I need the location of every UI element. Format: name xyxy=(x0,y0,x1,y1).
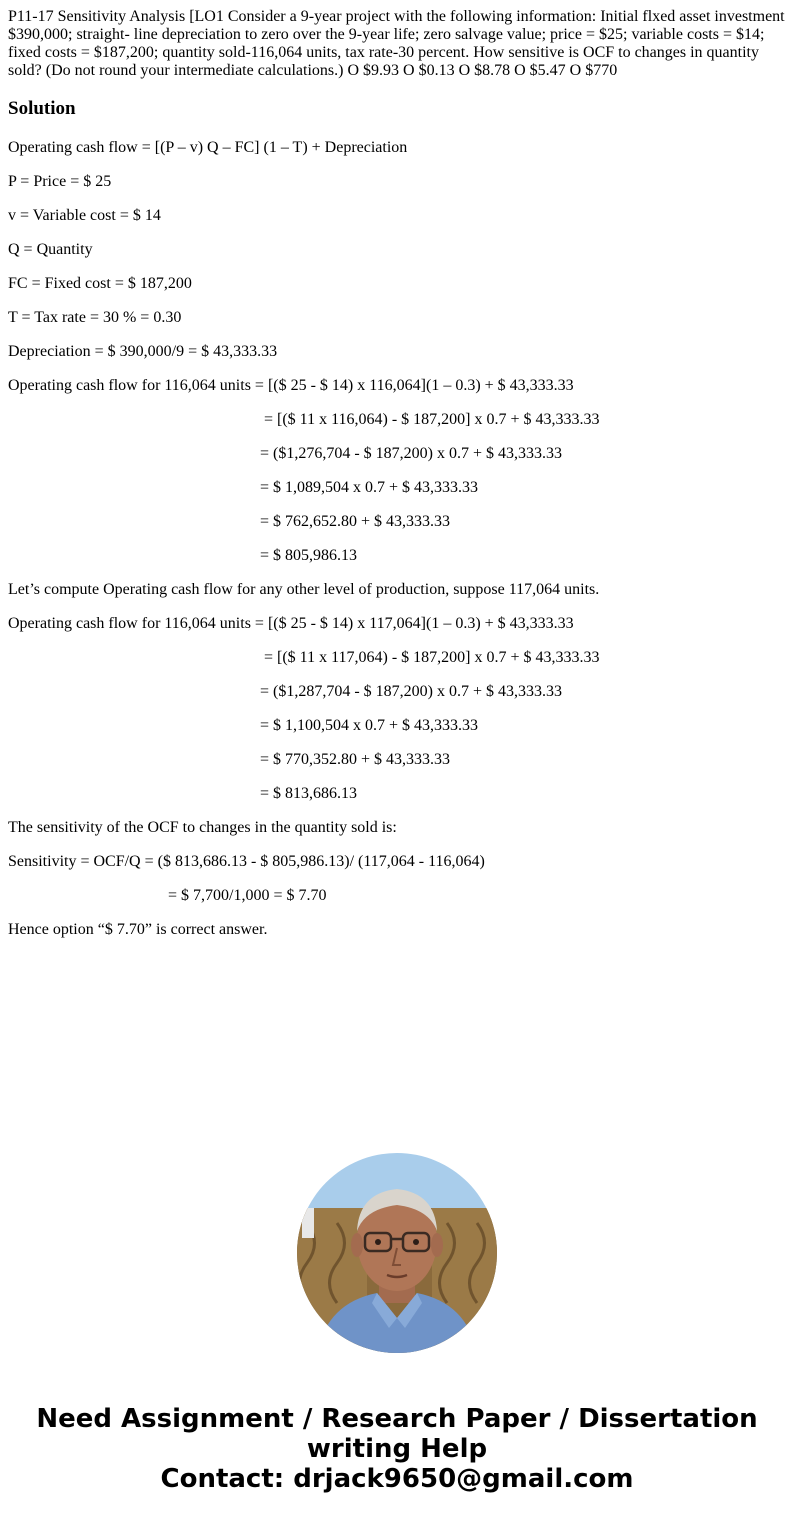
fixed-cost-definition: FC = Fixed cost = $ 187,200 xyxy=(8,275,192,292)
banner-line-1: Need Assignment / Research Paper / Dissertation xyxy=(36,1404,758,1434)
ocf-calc-1-result: = $ 805,986.13 xyxy=(260,547,358,564)
contact-banner xyxy=(0,1404,794,1494)
ocf-calc-2-line: = $ 770,352.80 + $ 43,333.33 xyxy=(260,751,451,768)
ocf-calc-2-result: = $ 813,686.13 xyxy=(260,785,358,802)
banner-line-2: writing Help xyxy=(306,1434,488,1464)
depreciation-definition: Depreciation = $ 390,000/9 = $ 43,333.33 xyxy=(8,343,278,360)
contact-email: Contact: drjack9650@gmail.com xyxy=(160,1464,634,1494)
ocf-calc-2-line: = [($ 11 x 117,064) - $ 187,200] x 0.7 + $ 43,333.33 xyxy=(264,649,600,666)
ocf-calc-2-line: = ($1,287,704 - $ 187,200) x 0.7 + $ 43,333.33 xyxy=(260,683,563,700)
tax-rate-definition: T = Tax rate = 30 % = 0.30 xyxy=(8,309,182,326)
ocf-calc-1-line: Operating cash flow for 116,064 units = [($ 25 - $ 14) x 116,064](1 – 0.3) + $ 43,333.33 xyxy=(8,377,574,394)
sensitivity-result: = $ 7,700/1,000 = $ 7.70 xyxy=(168,887,327,904)
quantity-definition: Q = Quantity xyxy=(8,241,93,258)
ocf-formula: Operating cash flow = [(P – v) Q – FC] (1 – T) + Depreciation xyxy=(8,139,408,156)
solution-heading: Solution xyxy=(8,98,76,119)
sensitivity-intro: The sensitivity of the OCF to changes in the quantity sold is: xyxy=(8,819,397,836)
price-definition: P = Price = $ 25 xyxy=(8,173,112,190)
sensitivity-formula: Sensitivity = OCF/Q = ($ 813,686.13 - $ 805,986.13)/ (117,064 - 116,064) xyxy=(8,853,485,870)
variable-cost-definition: v = Variable cost = $ 14 xyxy=(8,207,161,224)
author-portrait-image xyxy=(297,1153,497,1353)
ocf-calc-1-line: = $ 762,652.80 + $ 43,333.33 xyxy=(260,513,451,530)
ocf-calc-1-line: = ($1,276,704 - $ 187,200) x 0.7 + $ 43,333.33 xyxy=(260,445,563,462)
question-text: P11-17 Sensitivity Analysis [LO1 Consider a 9-year project with the following information: Initial flxed asset investment $390,000; straight- line depreciation to zero over the 9-year life; zero salvage value; price = $25; variable costs = $14; fixed costs = $187,200; quantity sold-116,064 units, tax rate-30 percent. How sensitive is OCF to changes in quantity sold? (Do not round your intermediate calculations.) O $9.93 O $0.13 O $8.78 O $5.47 O $770 xyxy=(8,8,785,79)
other-level-intro: Let’s compute Operating cash flow for any other level of production, suppose 117,064 units. xyxy=(8,581,600,598)
ocf-calc-1-line: = $ 1,089,504 x 0.7 + $ 43,333.33 xyxy=(260,479,479,496)
ocf-calc-2-line: Operating cash flow for 116,064 units = [($ 25 - $ 14) x 117,064](1 – 0.3) + $ 43,333.33 xyxy=(8,615,574,632)
ocf-calc-2-line: = $ 1,100,504 x 0.7 + $ 43,333.33 xyxy=(260,717,479,734)
ocf-calc-1-line: = [($ 11 x 116,064) - $ 187,200] x 0.7 + $ 43,333.33 xyxy=(264,411,600,428)
author-avatar xyxy=(297,1153,497,1353)
conclusion: Hence option “$ 7.70” is correct answer. xyxy=(8,921,268,938)
